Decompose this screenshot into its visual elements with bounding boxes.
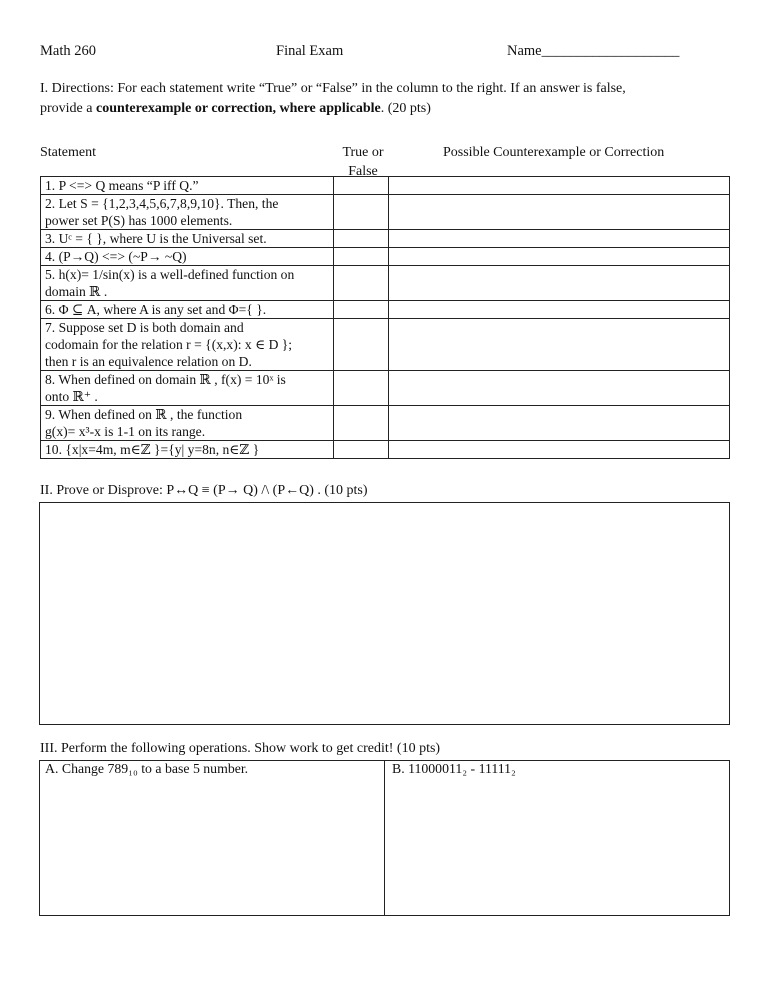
column-header-statement: Statement [40,145,96,160]
statement-text [41,301,334,319]
statement-row [41,248,730,266]
part2-prompt: II. Prove or Disprove: P↔Q ≡ (P→ Q) /\ (P←Q) . (10 pts) [40,483,368,498]
statement-line: 4. (P→Q) <=> (~P→ ~Q) [45,249,187,264]
statement-line: 5. h(x)= 1/sin(x) is a well-defined function on [45,267,295,282]
true-false-cell[interactable] [334,301,389,319]
statement-line: g(x)= x³-x is 1-1 on its range. [45,424,206,439]
course-title: Math 260 [40,43,96,59]
statement-line: onto ℝ⁺ . [45,389,98,404]
statement-text [41,319,334,371]
statement-text [41,441,334,459]
statement-line: 9. When defined on ℝ , the function [45,407,243,422]
statement-line: 10. {x|x=4m, m∈ℤ }={y| y=8n, n∈ℤ } [45,442,260,457]
statement-row [41,441,730,459]
correction-cell[interactable] [389,406,730,441]
true-false-cell[interactable] [334,248,389,266]
true-false-cell[interactable] [334,230,389,248]
part3-prompt: III. Perform the following operations. Show work to get credit! (10 pts) [40,741,441,756]
true-false-cell[interactable] [334,177,389,195]
statement-text [41,195,334,230]
directions-emphasis: counterexample or correction, where applicable [95,101,381,116]
statement-text [41,371,334,406]
statement-row [41,406,730,441]
part3-a-label: A. Change 789₁₀ to a base 5 number. [45,761,249,776]
statements-table [40,176,730,459]
statements-body [41,177,730,459]
correction-cell[interactable] [389,441,730,459]
statement-row [41,177,730,195]
statement-row [41,371,730,406]
statement-text [41,177,334,195]
statement-line: 2. Let S = {1,2,3,4,5,6,7,8,9,10}. Then, the [45,196,279,211]
statement-row [41,230,730,248]
statement-text [41,406,334,441]
name-field-label[interactable]: Name___________________ [507,43,680,59]
correction-cell[interactable] [389,266,730,301]
true-false-cell[interactable] [334,195,389,230]
true-false-cell[interactable] [334,371,389,406]
part2-answer-box[interactable] [39,502,730,725]
true-false-cell[interactable] [334,406,389,441]
correction-cell[interactable] [389,248,730,266]
true-false-cell[interactable] [334,266,389,301]
directions-line-2: provide a counterexample or correction, where applicable. (20 pts) [40,101,431,116]
part1-directions [40,79,730,119]
true-false-cell[interactable] [334,319,389,371]
true-false-cell[interactable] [334,441,389,459]
statement-line: 6. Φ ⊆ A, where A is any set and Φ={ }. [45,302,267,317]
statement-line: domain ℝ . [45,284,108,299]
statement-row [41,266,730,301]
correction-cell[interactable] [389,319,730,371]
statement-row [41,319,730,371]
statement-text [41,266,334,301]
statement-line: 8. When defined on domain ℝ , f(x) = 10ˣ is [45,372,286,387]
exam-title: Final Exam [276,43,344,59]
correction-cell[interactable] [389,230,730,248]
column-header-true-false: True or False [342,145,384,179]
correction-cell[interactable] [389,301,730,319]
statement-line: 1. P <=> Q means “P iff Q.” [45,178,199,193]
correction-cell[interactable] [389,371,730,406]
part3-b-box[interactable] [384,760,730,916]
statement-text [41,230,334,248]
correction-cell[interactable] [389,177,730,195]
statement-line: then r is an equivalence relation on D. [45,354,252,369]
statement-line: 3. Uᶜ = { }, where U is the Universal set. [45,231,267,246]
column-header-correction: Possible Counterexample or Correction [443,145,665,160]
statement-row [41,195,730,230]
statement-line: power set P(S) has 1000 elements. [45,213,233,228]
part3-a-box[interactable] [39,760,385,916]
statement-line: 7. Suppose set D is both domain and [45,320,244,335]
statement-text [41,248,334,266]
correction-cell[interactable] [389,195,730,230]
part3-b-label: B. 11000011₂ - 11111₂ [392,761,516,776]
directions-line-1: I. Directions: For each statement write “True” or “False” in the column to the right. If an answer is false, [40,81,626,96]
statement-row [41,301,730,319]
statement-line: codomain for the relation r = {(x,x): x ∈ D }; [45,337,293,352]
